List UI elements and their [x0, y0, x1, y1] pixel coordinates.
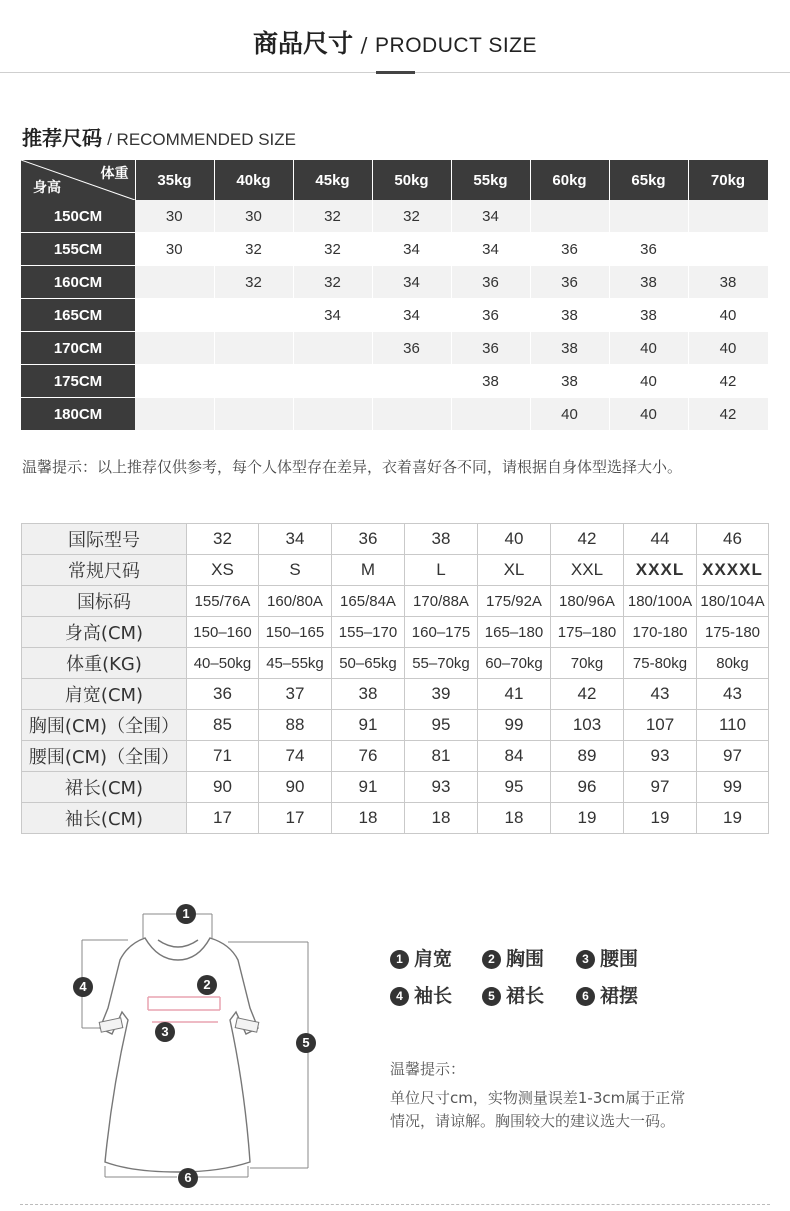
spec-cell: 18: [405, 803, 478, 834]
height-label: 160CM: [21, 266, 135, 299]
corner-cell: [21, 160, 135, 200]
recommended-size-cell: 40: [609, 332, 688, 365]
recommended-title: [22, 122, 296, 151]
spec-row-label: 身高(CM): [22, 617, 187, 648]
legend-label: 肩宽: [414, 948, 453, 970]
spec-cell: 38: [405, 524, 478, 555]
spec-row: [22, 772, 769, 803]
recommended-row: [21, 266, 768, 299]
recommended-size-cell: 32: [293, 233, 372, 266]
corner-height-label: 身高: [33, 179, 61, 195]
spec-cell: 45–55kg: [259, 648, 332, 679]
recommended-row: [21, 200, 768, 233]
bottom-divider: [20, 1204, 770, 1205]
recommended-row: [21, 233, 768, 266]
legend-item-hem: [576, 981, 638, 1008]
corner-weight-label: 体重: [100, 165, 129, 181]
spec-cell: 103: [551, 710, 624, 741]
spec-row: [22, 617, 769, 648]
weight-header: 60kg: [530, 160, 609, 200]
recommended-row: [21, 365, 768, 398]
legend-label: 裙长: [506, 985, 545, 1007]
spec-cell: 97: [697, 741, 769, 772]
height-label: 170CM: [21, 332, 135, 365]
recommended-size-cell: 38: [609, 299, 688, 332]
recommended-size-cell: 40: [688, 332, 768, 365]
spec-cell: L: [405, 555, 478, 586]
spec-row-label: 体重(KG): [22, 648, 187, 679]
recommended-size-cell: 40: [530, 398, 609, 431]
spec-row: [22, 648, 769, 679]
marker-3: 3: [155, 1022, 175, 1042]
spec-row-label: 国标码: [22, 586, 187, 617]
spec-row-label: 肩宽(CM): [22, 679, 187, 710]
spec-row: [22, 679, 769, 710]
recommended-size-cell: 36: [530, 266, 609, 299]
spec-cell: 155/76A: [187, 586, 259, 617]
spec-cell: XXXXL: [697, 555, 769, 586]
weight-header: 70kg: [688, 160, 768, 200]
recommended-title-en: / RECOMMENDED SIZE: [107, 130, 296, 149]
legend-num: 1: [390, 950, 409, 969]
spec-row-label: 胸围(CM)（全围）: [22, 710, 187, 741]
weight-header: 35kg: [135, 160, 214, 200]
weight-header: 65kg: [609, 160, 688, 200]
spec-cell: 99: [478, 710, 551, 741]
spec-cell: 40: [478, 524, 551, 555]
recommended-size-cell: [293, 365, 372, 398]
recommended-size-cell: 36: [530, 233, 609, 266]
legend-item-shoulder: [390, 944, 452, 971]
height-label: 180CM: [21, 398, 135, 431]
recommended-size-cell: 38: [451, 365, 530, 398]
recommended-size-cell: [372, 365, 451, 398]
weight-header: 50kg: [372, 160, 451, 200]
recommended-size-cell: 34: [372, 233, 451, 266]
marker-6: 6: [178, 1168, 198, 1188]
spec-cell: 36: [332, 524, 405, 555]
legend-num: 4: [390, 987, 409, 1006]
spec-cell: 18: [478, 803, 551, 834]
spec-cell: 17: [259, 803, 332, 834]
legend-num: 6: [576, 987, 595, 1006]
recommended-size-cell: 30: [135, 233, 214, 266]
recommended-size-cell: [688, 233, 768, 266]
spec-cell: 60–70kg: [478, 648, 551, 679]
recommended-size-cell: 36: [451, 266, 530, 299]
recommended-size-cell: 42: [688, 365, 768, 398]
weight-header: 45kg: [293, 160, 372, 200]
recommended-size-cell: [135, 266, 214, 299]
recommended-size-cell: [609, 200, 688, 233]
recommended-size-cell: 34: [293, 299, 372, 332]
spec-cell: 81: [405, 741, 478, 772]
spec-cell: 165/84A: [332, 586, 405, 617]
size-spec-table: [21, 523, 769, 834]
recommended-title-cn: 推荐尺码: [22, 126, 102, 150]
recommendation-tip: 温馨提示：以上推荐仅供参考，每个人体型存在差异，衣着喜好各不同，请根据自身体型选择大小。: [22, 458, 683, 476]
spec-cell: 36: [187, 679, 259, 710]
recommended-size-cell: [135, 365, 214, 398]
spec-cell: 90: [187, 772, 259, 803]
spec-cell: 170-180: [624, 617, 697, 648]
marker-1: 1: [176, 904, 196, 924]
page-title-cn: 商品尺寸: [252, 29, 353, 58]
recommended-size-cell: 34: [451, 200, 530, 233]
spec-cell: 34: [259, 524, 332, 555]
spec-cell: 110: [697, 710, 769, 741]
spec-cell: XXXL: [624, 555, 697, 586]
spec-cell: 19: [551, 803, 624, 834]
spec-cell: 88: [259, 710, 332, 741]
recommended-size-cell: 40: [609, 398, 688, 431]
spec-cell: 43: [697, 679, 769, 710]
height-label: 155CM: [21, 233, 135, 266]
recommended-size-cell: 38: [688, 266, 768, 299]
spec-cell: 150–160: [187, 617, 259, 648]
recommended-row: [21, 332, 768, 365]
spec-cell: XS: [187, 555, 259, 586]
spec-cell: 40–50kg: [187, 648, 259, 679]
recommended-size-cell: [135, 398, 214, 431]
spec-cell: 90: [259, 772, 332, 803]
spec-cell: 175–180: [551, 617, 624, 648]
legend-item-sleeve: [390, 981, 452, 1008]
recommended-row: [21, 299, 768, 332]
spec-cell: 37: [259, 679, 332, 710]
recommended-size-cell: 30: [214, 200, 293, 233]
spec-cell: 95: [405, 710, 478, 741]
recommended-size-cell: 34: [451, 233, 530, 266]
spec-cell: 55–70kg: [405, 648, 478, 679]
spec-row: [22, 555, 769, 586]
spec-cell: 175/92A: [478, 586, 551, 617]
spec-cell: XXL: [551, 555, 624, 586]
recommended-size-cell: [293, 398, 372, 431]
legend-item-waist: [576, 944, 638, 971]
height-label: 165CM: [21, 299, 135, 332]
spec-cell: 17: [187, 803, 259, 834]
spec-cell: 46: [697, 524, 769, 555]
recommended-size-cell: 38: [530, 365, 609, 398]
recommended-size-cell: [214, 299, 293, 332]
recommended-size-cell: [688, 200, 768, 233]
spec-row-label: 常规尺码: [22, 555, 187, 586]
spec-cell: 76: [332, 741, 405, 772]
spec-cell: 170/88A: [405, 586, 478, 617]
spec-cell: XL: [478, 555, 551, 586]
spec-row: [22, 803, 769, 834]
recommended-size-cell: 32: [293, 200, 372, 233]
spec-cell: 95: [478, 772, 551, 803]
dress-diagram: [60, 900, 330, 1200]
spec-row-label: 裙长(CM): [22, 772, 187, 803]
spec-cell: 38: [332, 679, 405, 710]
dress-illustration: [60, 900, 330, 1200]
recommended-size-cell: 36: [609, 233, 688, 266]
spec-cell: 150–165: [259, 617, 332, 648]
height-label: 150CM: [21, 200, 135, 233]
spec-cell: 99: [697, 772, 769, 803]
recommended-size-cell: [214, 332, 293, 365]
weight-header: 40kg: [214, 160, 293, 200]
legend-num: 3: [576, 950, 595, 969]
recommended-size-cell: 38: [530, 299, 609, 332]
spec-cell: 41: [478, 679, 551, 710]
note-line-2: 情况，请谅解。胸围较大的建议选大一码。: [390, 1112, 676, 1130]
spec-cell: 18: [332, 803, 405, 834]
spec-cell: 165–180: [478, 617, 551, 648]
spec-cell: 75-80kg: [624, 648, 697, 679]
marker-4: 4: [73, 977, 93, 997]
spec-cell: 93: [405, 772, 478, 803]
recommended-size-cell: 36: [451, 299, 530, 332]
recommended-size-cell: [135, 299, 214, 332]
spec-cell: M: [332, 555, 405, 586]
recommended-size-cell: 38: [530, 332, 609, 365]
recommended-row: [21, 398, 768, 431]
spec-cell: 85: [187, 710, 259, 741]
recommended-size-cell: [214, 398, 293, 431]
legend-item-length: [482, 981, 544, 1008]
recommended-size-cell: [293, 332, 372, 365]
recommended-size-cell: 30: [135, 200, 214, 233]
spec-cell: 107: [624, 710, 697, 741]
spec-row: [22, 586, 769, 617]
spec-cell: 91: [332, 772, 405, 803]
header-accent-bar: [376, 71, 415, 74]
recommended-size-cell: 34: [372, 299, 451, 332]
page-title-en: PRODUCT SIZE: [375, 34, 537, 57]
note-title: 温馨提示：: [390, 1060, 466, 1078]
legend-label: 腰围: [600, 948, 639, 970]
recommended-size-cell: 40: [688, 299, 768, 332]
page-title-separator: /: [360, 33, 368, 57]
legend-item-chest: [482, 944, 544, 971]
weight-header: 55kg: [451, 160, 530, 200]
spec-cell: 96: [551, 772, 624, 803]
spec-row: [22, 710, 769, 741]
recommended-size-cell: 36: [451, 332, 530, 365]
spec-cell: 42: [551, 524, 624, 555]
spec-row-label: 袖长(CM): [22, 803, 187, 834]
spec-cell: 180/96A: [551, 586, 624, 617]
spec-cell: 93: [624, 741, 697, 772]
note-line-1: 单位尺寸cm，实物测量误差1-3cm属于正常: [390, 1089, 686, 1107]
recommended-size-cell: [451, 398, 530, 431]
recommended-size-cell: 40: [609, 365, 688, 398]
page-title: [0, 24, 790, 60]
recommended-size-cell: 34: [372, 266, 451, 299]
spec-cell: 155–170: [332, 617, 405, 648]
legend-num: 5: [482, 987, 501, 1006]
spec-row: [22, 741, 769, 772]
recommended-size-cell: 32: [214, 266, 293, 299]
recommended-size-cell: [214, 365, 293, 398]
height-label: 175CM: [21, 365, 135, 398]
recommended-size-cell: 32: [293, 266, 372, 299]
spec-cell: 50–65kg: [332, 648, 405, 679]
spec-row-label: 国际型号: [22, 524, 187, 555]
legend-label: 袖长: [414, 985, 453, 1007]
spec-cell: 89: [551, 741, 624, 772]
marker-2: 2: [197, 975, 217, 995]
recommended-size-cell: 32: [214, 233, 293, 266]
spec-cell: 32: [187, 524, 259, 555]
spec-cell: 39: [405, 679, 478, 710]
spec-cell: 80kg: [697, 648, 769, 679]
recommended-size-cell: 38: [609, 266, 688, 299]
legend-num: 2: [482, 950, 501, 969]
spec-cell: 71: [187, 741, 259, 772]
spec-cell: 19: [697, 803, 769, 834]
spec-cell: 70kg: [551, 648, 624, 679]
spec-row-label: 腰围(CM)（全围）: [22, 741, 187, 772]
spec-cell: 175-180: [697, 617, 769, 648]
spec-cell: 160–175: [405, 617, 478, 648]
spec-cell: 43: [624, 679, 697, 710]
recommended-size-cell: 36: [372, 332, 451, 365]
spec-cell: S: [259, 555, 332, 586]
recommended-size-cell: 32: [372, 200, 451, 233]
spec-cell: 180/100A: [624, 586, 697, 617]
spec-cell: 84: [478, 741, 551, 772]
spec-cell: 91: [332, 710, 405, 741]
recommended-size-cell: 42: [688, 398, 768, 431]
marker-5: 5: [296, 1033, 316, 1053]
spec-cell: 180/104A: [697, 586, 769, 617]
spec-cell: 44: [624, 524, 697, 555]
spec-cell: 42: [551, 679, 624, 710]
recommended-size-cell: [372, 398, 451, 431]
legend-label: 裙摆: [600, 985, 639, 1007]
recommended-size-cell: [530, 200, 609, 233]
spec-cell: 160/80A: [259, 586, 332, 617]
spec-cell: 97: [624, 772, 697, 803]
spec-row: [22, 524, 769, 555]
recommended-size-cell: [135, 332, 214, 365]
recommended-size-table: [21, 160, 769, 431]
recommended-header-row: [21, 160, 768, 200]
spec-cell: 19: [624, 803, 697, 834]
legend-label: 胸围: [506, 948, 545, 970]
spec-cell: 74: [259, 741, 332, 772]
